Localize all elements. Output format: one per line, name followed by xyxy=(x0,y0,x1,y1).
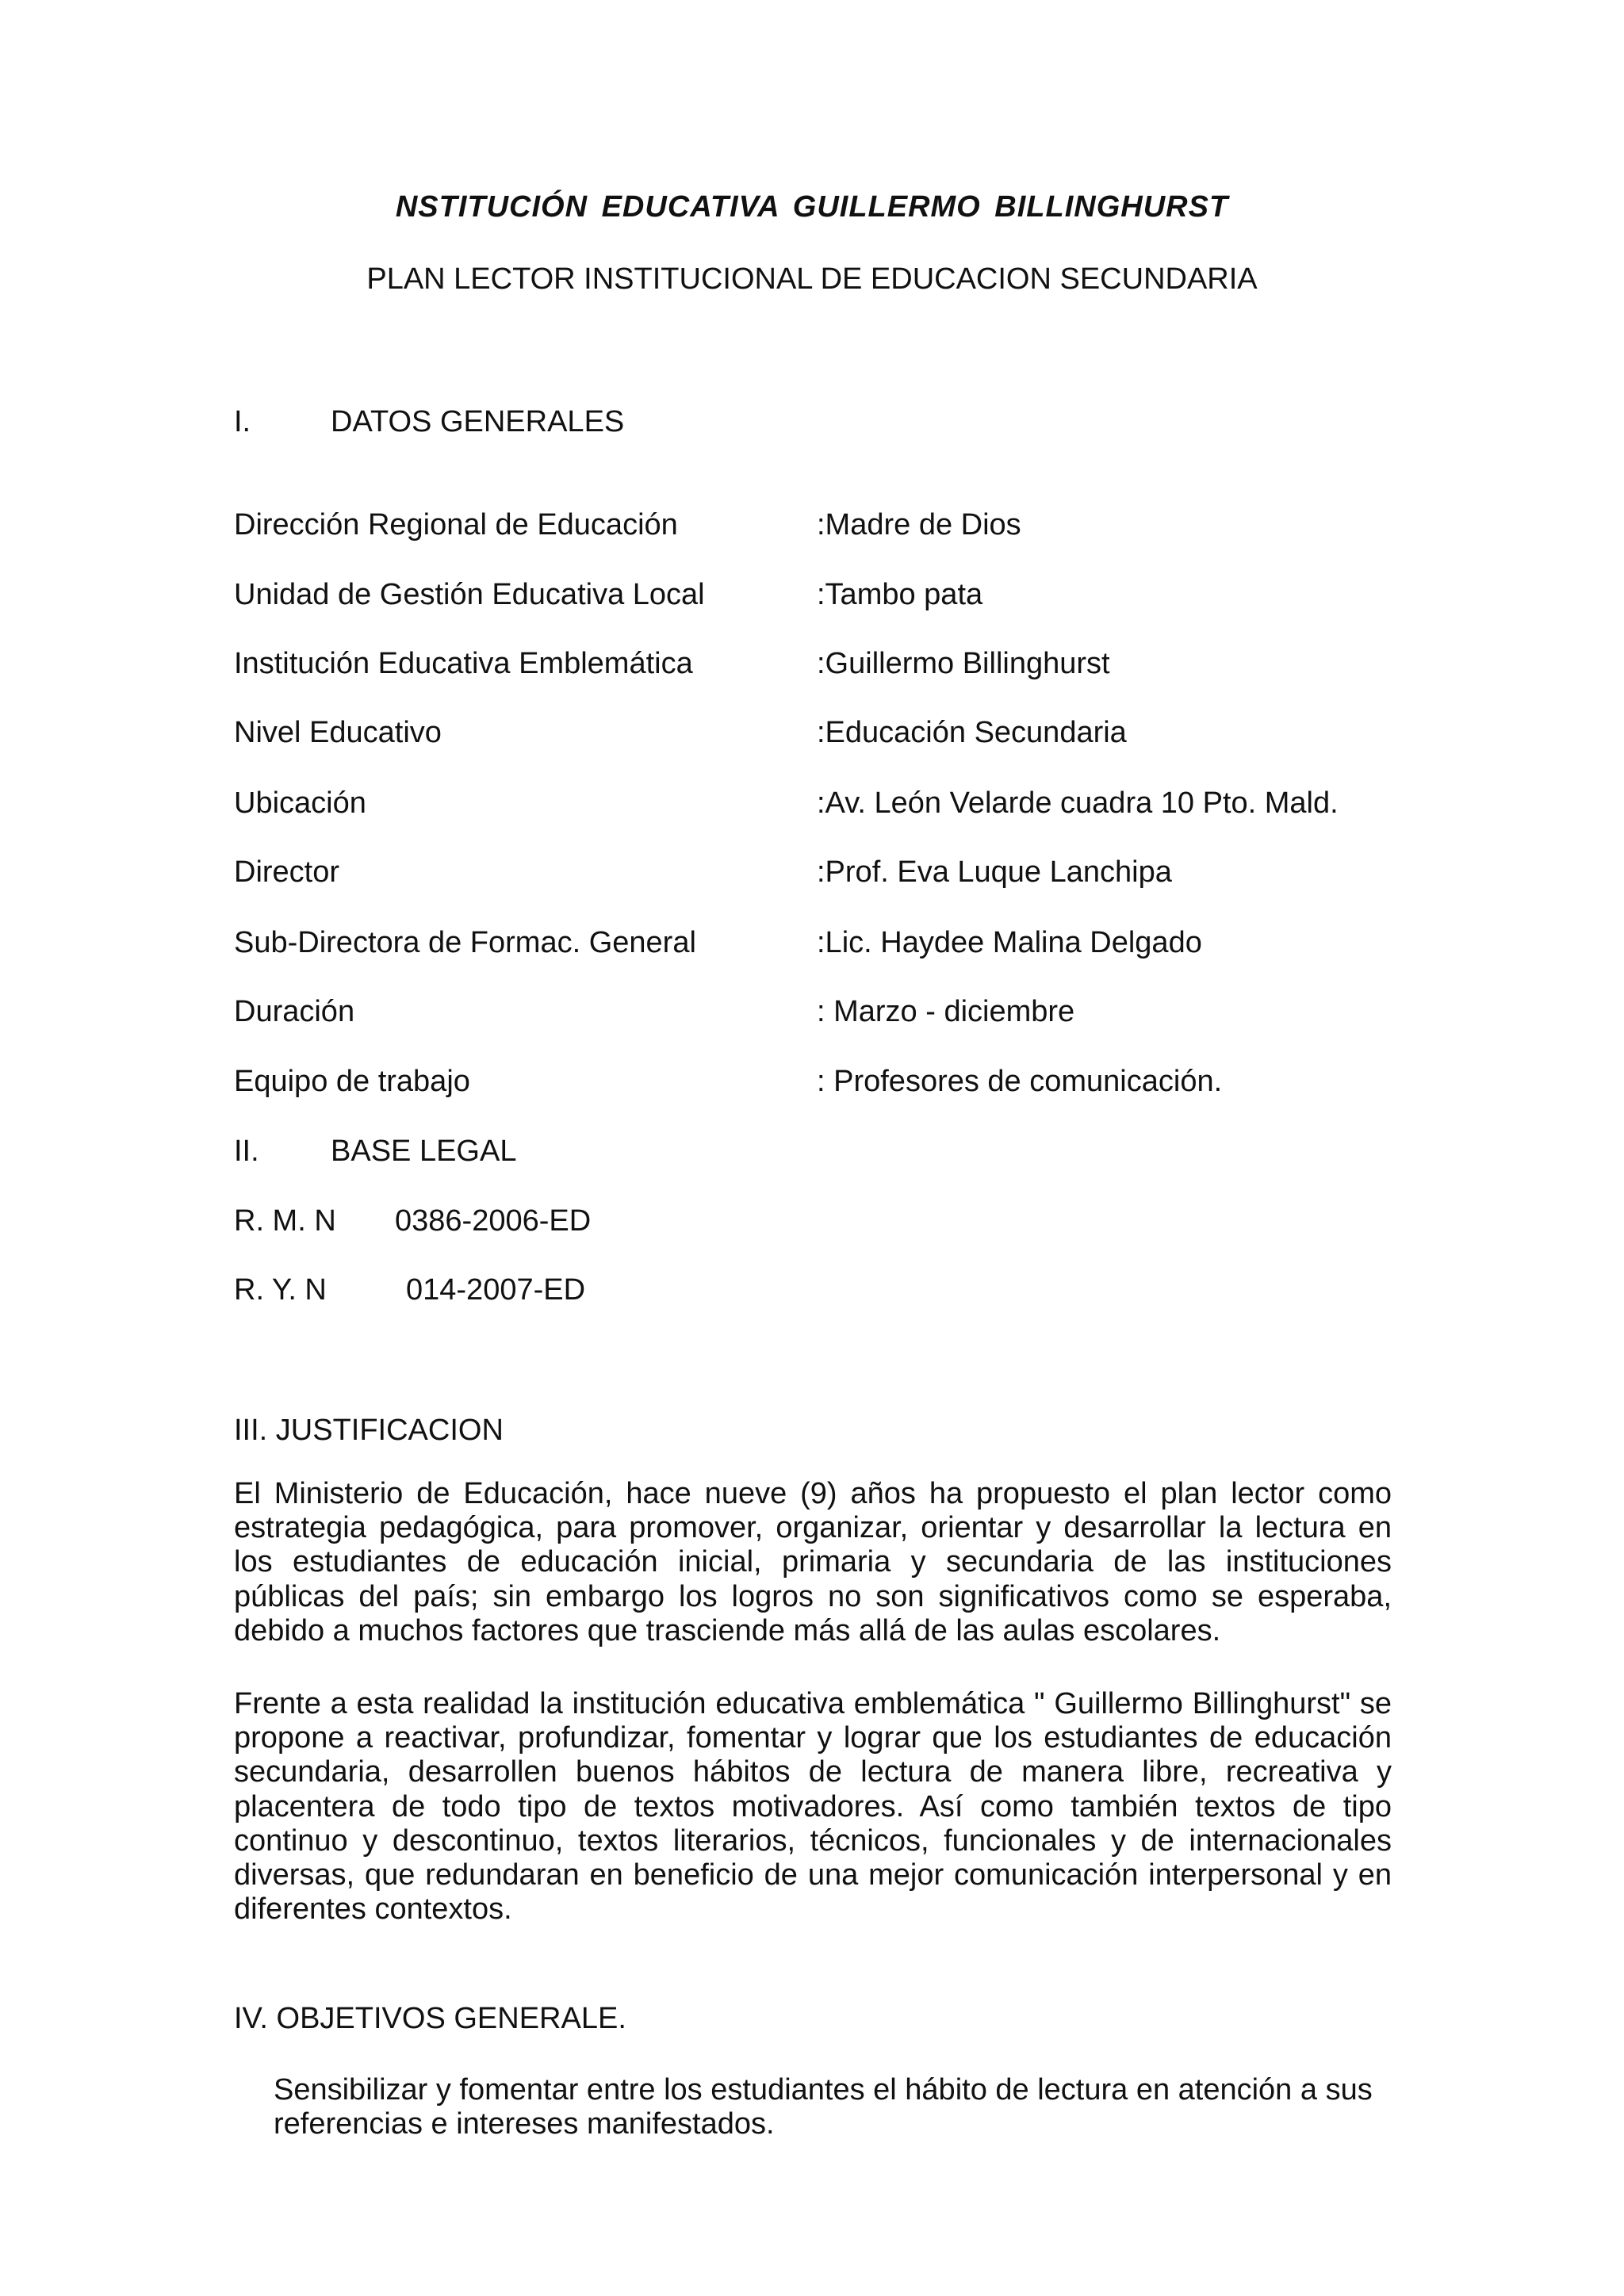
institution-title: NSTITUCIÓN EDUCATIVA GUILLERMO BILLINGHURST xyxy=(395,190,1229,224)
plan-title: PLAN LECTOR INSTITUCIONAL DE EDUCACION SECUNDARIA xyxy=(366,262,1258,296)
row-label-nivel: Nivel Educativo xyxy=(234,716,442,749)
row-value-institucion: :Guillermo Billinghurst xyxy=(817,647,1110,680)
row-value-ugel: :Tambo pata xyxy=(817,578,983,611)
row-label-director: Director xyxy=(234,855,340,889)
justification-paragraph-1: El Ministerio de Educación, hace nueve (9) años ha propuesto el plan lector como estrategia pedagógica, para promover, organizar, orientar y desarrollar la lectura en los estudiantes de educación inicial, primaria y secundaria de las instituciones públicas del país; sin embargo los logros no son significativos como se esperaba, debido a muchos factores que trasciende más allá de las aulas escolares. xyxy=(234,1477,1392,1647)
section-3-title: III. JUSTIFICACION xyxy=(234,1414,504,1447)
row-label-subdirectora: Sub-Directora de Formac. General xyxy=(234,926,696,959)
justification-paragraph-2: Frente a esta realidad la institución educativa emblemática " Guillermo Billinghurst" se propone a reactivar, profundizar, fomentar y lograr que los estudiantes de educación secundaria, desarrollen buenos hábitos de lectura de manera libre, recreativa y placentera de todo tipo de textos motivadores. Así como también textos de tipo continuo y descontinuo, textos literarios, técnicos, funcionales y de internacionales diversas, que redundaran en beneficio de una mejor comunicación interpersonal y en diferentes contextos. xyxy=(234,1687,1392,1927)
row-label-institucion: Institución Educativa Emblemática xyxy=(234,647,693,680)
section-1-title: DATOS GENERALES xyxy=(331,405,625,438)
row-value-duracion: : Marzo - diciembre xyxy=(817,995,1075,1028)
row-label-equipo: Equipo de trabajo xyxy=(234,1065,470,1098)
section-4-title: IV. OBJETIVOS GENERALE. xyxy=(234,2002,626,2035)
section-1-number: I. xyxy=(234,405,251,438)
row-value-director: :Prof. Eva Luque Lanchipa xyxy=(817,855,1172,889)
row-value-nivel: :Educación Secundaria xyxy=(817,716,1127,749)
legal-number-rm: 0386-2006-ED xyxy=(395,1204,592,1238)
row-label-ubicacion: Ubicación xyxy=(234,786,366,820)
row-label-duracion: Duración xyxy=(234,995,355,1028)
objective-paragraph: Sensibilizar y fomentar entre los estudiantes el hábito de lectura en atención a sus referencias e intereses manifestados. xyxy=(274,2073,1373,2141)
section-2-number: II. xyxy=(234,1135,259,1168)
row-value-equipo: : Profesores de comunicación. xyxy=(817,1065,1223,1098)
legal-code-ry: R. Y. N xyxy=(234,1273,327,1307)
row-value-subdirectora: :Lic. Haydee Malina Delgado xyxy=(817,926,1202,959)
row-label-ugel: Unidad de Gestión Educativa Local xyxy=(234,578,705,611)
row-label-direccion: Dirección Regional de Educación xyxy=(234,508,678,541)
row-value-ubicacion: :Av. León Velarde cuadra 10 Pto. Mald. xyxy=(817,786,1339,820)
legal-number-ry: 014-2007-ED xyxy=(406,1273,586,1307)
row-value-direccion: :Madre de Dios xyxy=(817,508,1021,541)
legal-code-rm: R. M. N xyxy=(234,1204,336,1238)
section-2-title: BASE LEGAL xyxy=(331,1135,517,1168)
